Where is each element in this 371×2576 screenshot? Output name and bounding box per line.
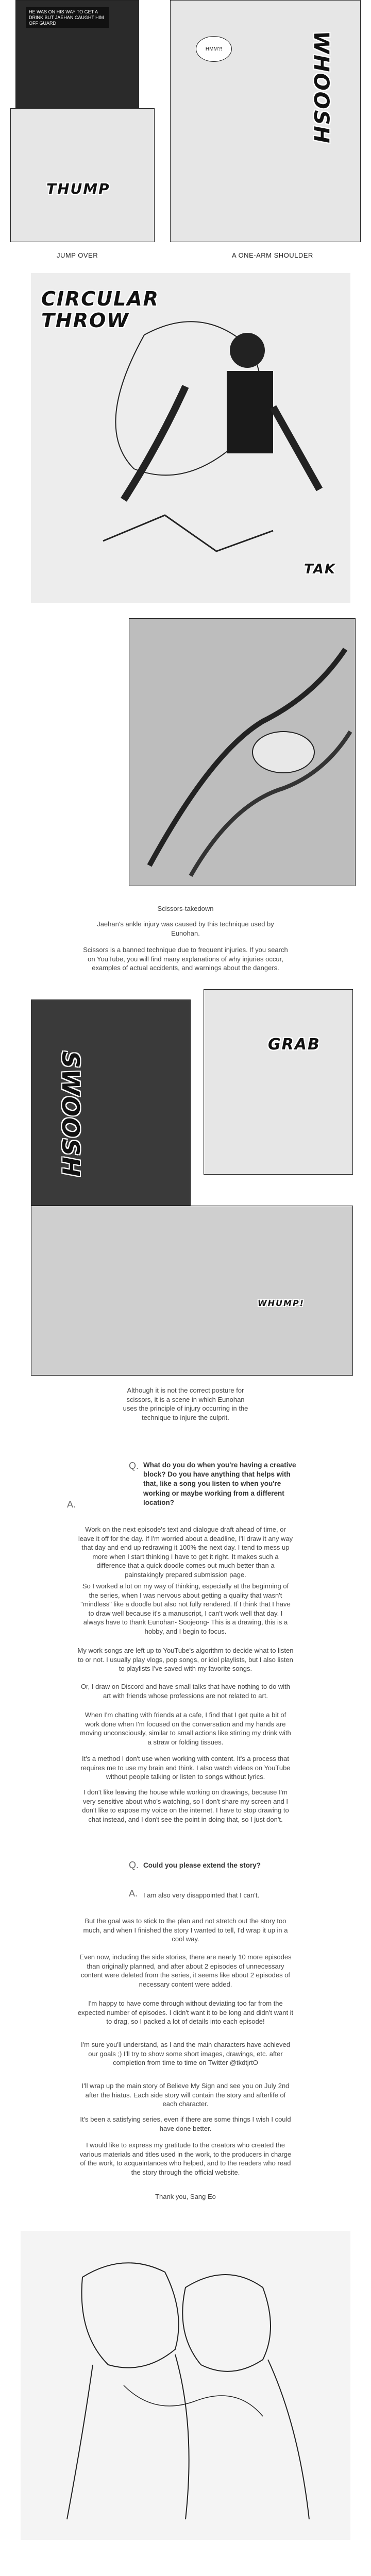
q1-question: What do you do when you're having a creative block? Do you have anything that helps with that, like a song you listen to when you're working or maybe working from a different location? — [143, 1461, 296, 1506]
a2-mark: A. — [129, 1888, 138, 1899]
a1-paragraph-2: So I worked a lot on my way of thinking, especially at the beginning of the series, when I was nervous about getting a quality that wasn't "mindless" like a doodle but also not fully rendered. If I think that I have to draw well because it's a manuscript, I can't work well that day. I always have to thank Eunohan- Soojeong- This is a drawing, this is a hobby, and I begin to focus. — [80, 1582, 291, 1635]
scissors-line-2: Scissors is a banned technique due to frequent injuries. If you search on YouTube, you will find many explanations of why injuries occur, examples of actual accidents, and warnings about the dangers. — [83, 946, 288, 972]
a2-paragraph-4: I'm sure you'll understand, as I and the main characters have achieved our goals ;) I'll try to show some short images, drawings, etc. after completion from time to time on Twitter @tkdtjrtO — [80, 2041, 291, 2067]
sfx-tak: TAK — [304, 562, 336, 577]
a2-paragraph-5: I'll wrap up the main story of Believe My Sign and see you on July 2nd after the hiatus. Each side story will contain the story and afterlife of each character. — [81, 2082, 290, 2108]
a1-paragraph-4: Or, I draw on Discord and have small talks that have nothing to do with art with friends whose professions are not related to art. — [80, 1683, 291, 1700]
sfx-whump: WHUMP! — [258, 1298, 305, 1308]
a2-first-line: I am also very disappointed that I can't. — [143, 1891, 260, 1899]
q1-mark: Q. — [129, 1461, 139, 1471]
comic-panel-5 — [204, 989, 353, 1175]
sfx-circular-throw: CIRCULAR THROW — [41, 287, 159, 332]
scissors-illustration — [129, 618, 356, 886]
posture-note: Although it is not the correct posture for scissors, it is a scene in which Eunohan uses the principle of injury occurring in the technique to injure the culprit. — [123, 1386, 248, 1421]
a2-paragraph-1: But the goal was to stick to the plan and not stretch out the story too much, and when I finished the story I wanted to tell, I'd wrap it up in a cool way. — [83, 1917, 288, 1943]
comic-panel-6 — [31, 1206, 353, 1376]
a2-paragraph-7: I would like to express my gratitude to the creators who created the various materials and titles used in the work, to the producers in charge of the work, to acquaintances who helped, and to the readers who read the story through the official website. — [79, 2141, 292, 2176]
speech-bubble-hmm: HMM?! — [196, 36, 232, 62]
a2-paragraph-2: Even now, including the side stories, there are nearly 10 more episodes than originally planned, and after about 2 episodes of unnecessary content were deleted from the series, it seems like about 2 episodes of necessary content were added. — [79, 1953, 292, 1988]
sfx-whoosh: WHOOSH — [309, 31, 333, 144]
sfx-thump: THUMP — [46, 180, 110, 197]
a2-signoff: Thank you, Sang Eo — [155, 2193, 216, 2200]
scissors-line-1: Jaehan's ankle injury was caused by this technique used by Eunohan. — [97, 920, 274, 937]
sfx-grab: GRAB — [268, 1036, 321, 1054]
a1-paragraph-5: When I'm chatting with friends at a cafe, I find that I get quite a bit of work done when I'm focused on the conversation and my hands are moving unconsciously, similar to small actions like stirring my drink with a straw or folding tissues. — [80, 1711, 291, 1746]
a1-paragraph-1: Work on the next episode's text and dialogue draft ahead of time, or leave it off for the day. If I'm worried about a deadline, I'll draw it any way that day and end up redrawing it 100% the next day. I tend to mess up more when I start thinking I have to get it right. It makes such a difference that a quick doodle comes out much better than a painstakingly prepared submission page. — [78, 1526, 293, 1579]
closing-sketch — [21, 2231, 350, 2540]
comic-panel-4 — [31, 999, 191, 1206]
comic-panel-2 — [10, 108, 155, 242]
sfx-swoosh: SWOOSH — [57, 1051, 85, 1178]
a1-paragraph-6: It's a method I don't use when working with content. It's a process that requires me to use my brain and think. I also watch videos on YouTube without people talking or listen to songs without lyrics. — [80, 1755, 291, 1781]
q2-question: Could you please extend the story? — [143, 1861, 261, 1869]
a1-mark: A. — [67, 1499, 76, 1510]
a2-paragraph-3: I'm happy to have come through without deviating too far from the expected number of episodes. I didn't want it to be long and didn't want it to drag, so I packed a lot of details into each episode! — [77, 1999, 294, 2026]
scissors-title: Scissors-takedown — [157, 905, 214, 912]
label-jump-over: JUMP OVER — [57, 251, 98, 259]
a1-paragraph-3: My work songs are left up to YouTube's algorithm to decide what to listen to or not. I usually play vlogs, pop songs, or idol playlists, but I also listen to playlists I've saved with my favorite songs. — [77, 1647, 294, 1673]
a1-paragraph-7: I don't like leaving the house while working on drawings, because I'm very sensitive about who's watching, so I don't share my screen and I don't like to expose my voice on the internet. I have to stop drawing to chat instead, and I don't see the point in doing that, so I just don't. — [82, 1788, 289, 1823]
caption-box: HE WAS ON HIS WAY TO GET A DRINK BUT JAEHAN CAUGHT HIM OFF GUARD — [26, 7, 109, 28]
label-one-arm-shoulder: A ONE-ARM SHOULDER — [232, 251, 313, 259]
q2-mark: Q. — [129, 1860, 139, 1870]
a2-paragraph-6: It's been a satisfying series, even if there are some things I wish I could have done better. — [80, 2115, 291, 2132]
